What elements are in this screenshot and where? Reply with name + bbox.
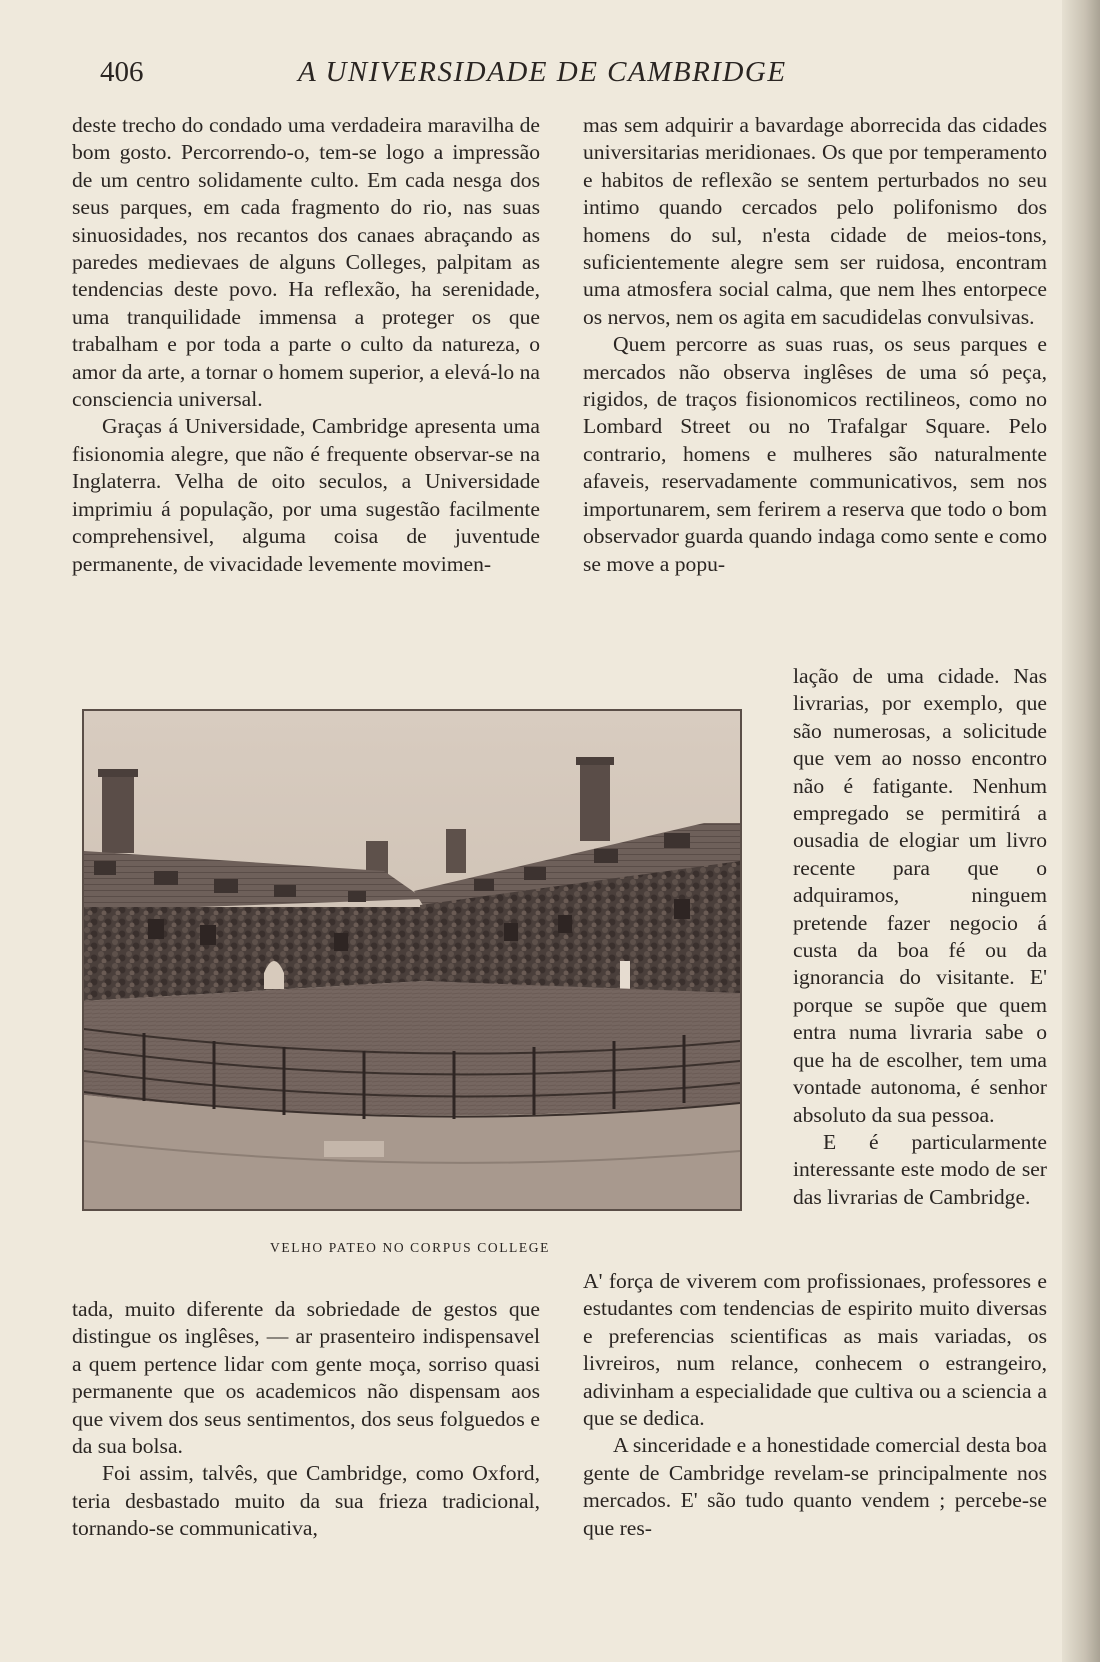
- right-column-narrow: [793, 663, 1047, 1211]
- page-number: 406: [100, 56, 144, 88]
- page-header: [0, 56, 1100, 96]
- courtyard-illustration: [84, 711, 740, 1209]
- left-column-lower: [72, 1296, 540, 1543]
- left-column-upper: [72, 112, 540, 578]
- paragraph-continued: A' força de viverem com profissionaes, professores e estudantes com tendencias de espirito muito diversas e preferencias scientificas as mais variadas, os livreiros, num relance, conhecem o estrangeiro, adivinham a especialidade que cultiva ou a sciencia a que se dedica.: [583, 1269, 1047, 1431]
- paragraph: Quem percorre as suas ruas, os seus parques e mercados não observa inglêses de uma só peça, rigidos, de traços fisionomicos rectilineos, como no Lombard Street ou no Trafalgar Square. Pelo contrario, homens e mulheres são naturalmente afaveis, reservadamente communicativos, sem nos importunarem, sem ferirem a reserva que todo o bom observador guarda quando indaga como sente e como se move a popu-: [583, 332, 1047, 576]
- paragraph: A sinceridade e a honestidade comercial desta boa gente de Cambridge revelam-se principalmente nos mercados. E' são tudo quanto vendem ; percebe-se que res-: [583, 1433, 1047, 1540]
- photo-caption: VELHO PATEO NO CORPUS COLLEGE: [270, 1240, 550, 1255]
- running-title: A UNIVERSIDADE DE CAMBRIDGE: [298, 56, 787, 88]
- right-column-upper: [583, 112, 1047, 578]
- paragraph: Foi assim, talvês, que Cambridge, como Oxford, teria desbastado muito da sua frieza tradicional, tornando-se communicativa,: [72, 1461, 540, 1541]
- paragraph-continued: tada, muito diferente da sobriedade de gestos que distingue os inglêses, — ar prasenteiro indispensavel a quem pertence lidar com gente moça, sorriso quasi permanente que os academicos não dispensam aos que vivem dos seus sentimentos, dos seus folguedos e da sua bolsa.: [72, 1297, 540, 1459]
- courtyard-photograph: [82, 709, 742, 1211]
- paragraph: Graças á Universidade, Cambridge apresenta uma fisionomia alegre, que não é frequente observar-se na Inglaterra. Velha de oito seculos, a Universidade imprimiu á população, por uma sugestão facilmente comprehensivel, alguma coisa de juventude permanente, de vivacidade levemente movimen-: [72, 414, 540, 576]
- paragraph: mas sem adquirir a bavardage aborrecida das cidades universitarias meridionaes. Os que por temperamento e habitos de reflexão se sentem perturbados no seu intimo quando cercados pelo polifonismo dos homens do sul, n'esta cidade de meios-tons, suficientemente alegre sem ser ruidosa, encontram uma atmosfera social calma, que nem lhes entorpece os nervos, nem os agita em sacudidelas convulsivas.: [583, 113, 1047, 329]
- paragraph: E é particularmente interessante este modo de ser das livrarias de Cambridge.: [793, 1129, 1047, 1209]
- paragraph-continued: lação de uma cidade. Nas livrarias, por exemplo, que são numerosas, a solicitude que vem ao nosso encontro não é fatigante. Nenhum empregado se permitirá a ousadia de elogiar um livro recente para que o adquiramos, ninguem pretende fazer negocio á custa da boa fé ou da ignorancia do visitante. E' porque se supõe que quem entra numa livraria sabe o que ha de escolher, tem uma vontade autonoma, é senhor absoluto da sua pessoa.: [793, 664, 1047, 1127]
- page-edge-shadow: [1062, 0, 1100, 1662]
- right-column-lower: [583, 1268, 1047, 1542]
- paragraph: deste trecho do condado uma verdadeira maravilha de bom gosto. Percorrendo-o, tem-se logo a impressão de um centro solidamente culto. Em cada nesga dos seus parques, em cada fragmento do rio, nas suas sinuosidades, nos recantos dos canaes abraçando as paredes medievaes de alguns Colleges, palpitam as tendencias deste povo. Ha reflexão, ha serenidade, uma tranquilidade immensa a proteger os que trabalham e por toda a parte o culto da natureza, o amor da arte, a tornar o homem superior, a elevá-lo na consciencia universal.: [72, 113, 540, 412]
